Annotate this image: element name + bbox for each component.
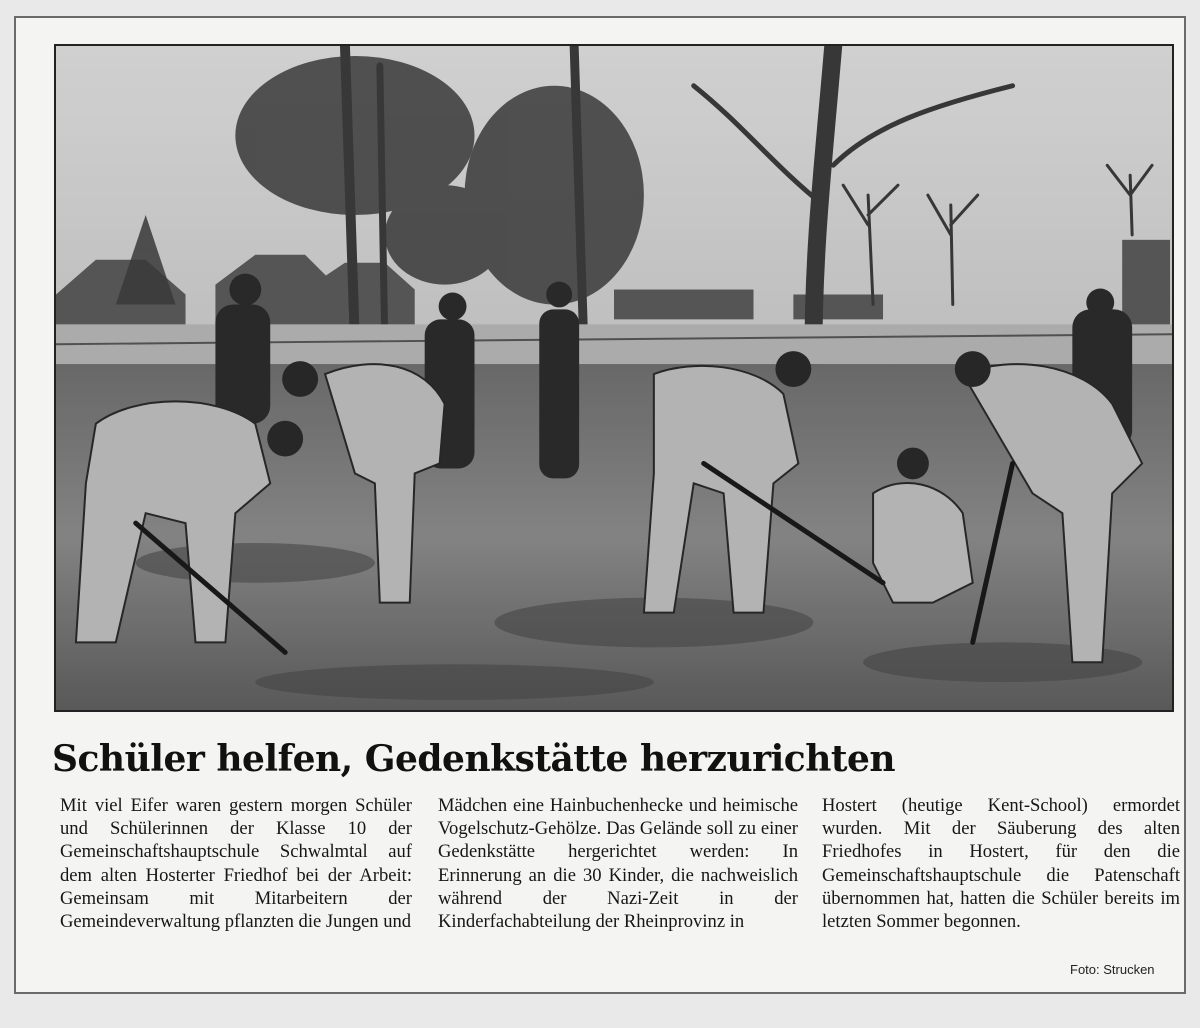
newspaper-clipping — [14, 16, 1186, 994]
article-column-2 — [438, 794, 798, 933]
photo-students-planting-icon — [56, 46, 1172, 710]
photo-credit: Foto: Strucken — [1070, 962, 1155, 977]
article-column-text: Mit viel Eifer waren gestern morgen Schüler und Schülerinnen der Klasse 10 der Gemeinschaftshauptschule Schwalmtal auf dem alten Hosterter Friedhof bei der Arbeit: Gemeinsam mit Mitarbeitern der Gemeindeverwaltung pflanzten die Jungen und — [60, 795, 412, 933]
article-column-3 — [822, 794, 1180, 933]
article-headline: Schüler helfen, Gedenkstätte herzurichten — [52, 738, 896, 780]
article-photo — [54, 44, 1174, 712]
article-column-1 — [60, 794, 412, 933]
article-column-text: Mädchen eine Hainbuchenhecke und heimische Vogelschutz-Gehölze. Das Gelände soll zu einer Gedenkstätte hergerichtet werden: In Erinnerung an die 30 Kinder, die nachweislich während der Nazi-Zeit in der Kinderfachabteilung der Rheinprovinz in — [438, 795, 798, 933]
article-column-text: Hostert (heutige Kent-School) ermordet wurden. Mit der Säuberung des alten Friedhofes in Hostert, für den die Gemeinschaftshauptschule die Patenschaft übernommen hat, hatten die Schüler bereits im letzten Sommer begonnen. — [822, 795, 1180, 933]
